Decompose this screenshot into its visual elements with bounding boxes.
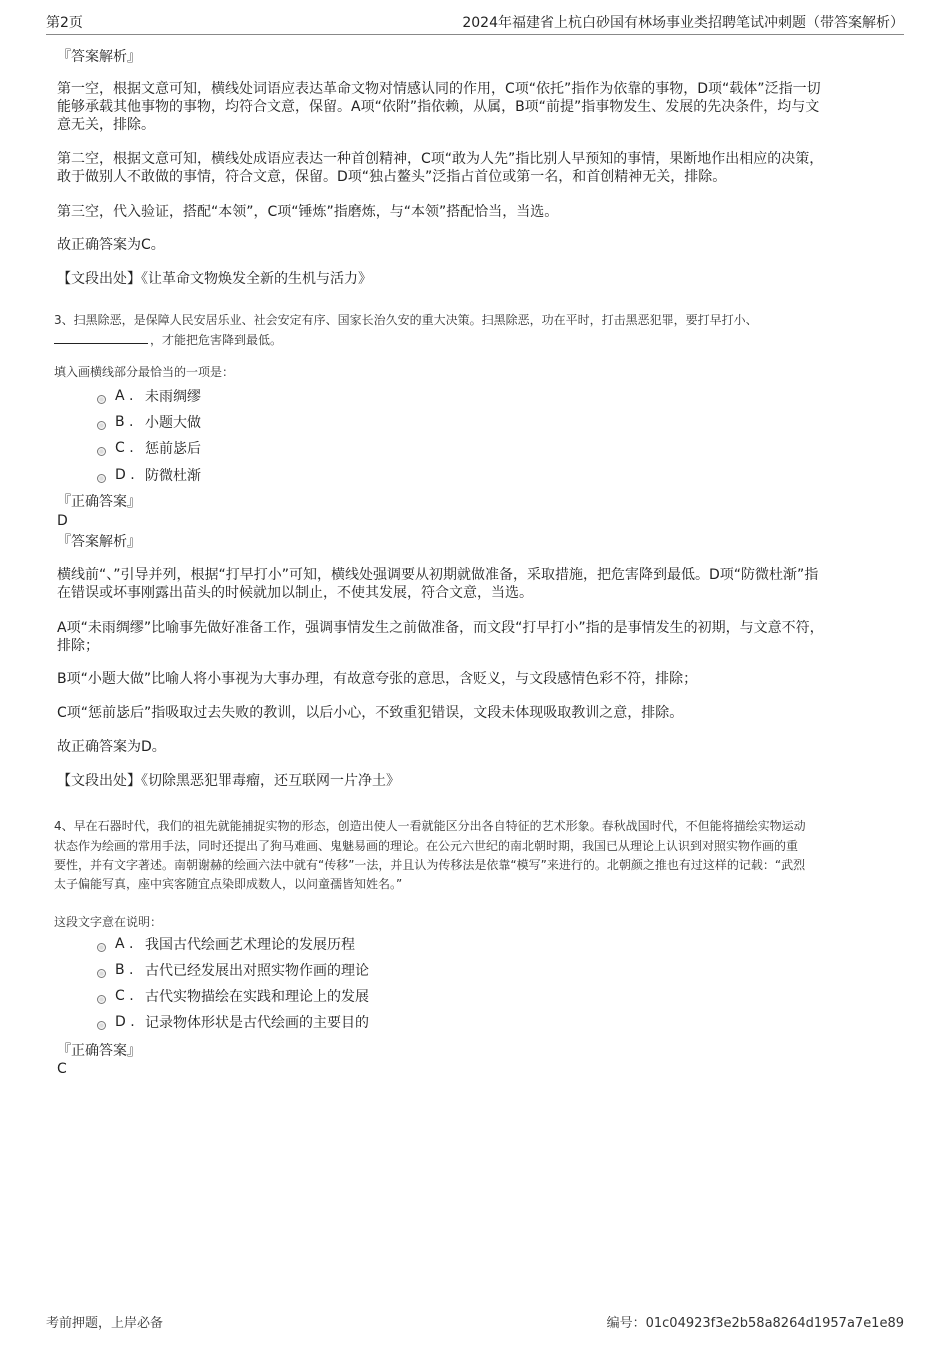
page-footer (46, 1312, 904, 1331)
analysis-text: 敢于做别人不敢做的事情，符合文意，保留。D项“独占鳌头”泛指占首位或第一名，和首创精神无关，排除。 (57, 169, 727, 185)
radio-icon[interactable] (97, 1021, 106, 1030)
document-title: 2024年福建省上杭白砂国有林场事业类招聘笔试冲刺题（带答案解析） (462, 15, 904, 31)
answer-label: 『正确答案』 (57, 1043, 141, 1059)
option-c[interactable]: C . 古代实物描绘在实践和理论上的发展 (97, 986, 369, 1006)
option-d[interactable]: D . 防微杜渐 (97, 465, 201, 485)
question-prompt: 填入画横线部分最恰当的一项是： (54, 365, 235, 379)
analysis-text: 第三空，代入验证，搭配“本领”，C项“锤炼”指磨炼，与“本领”搭配恰当，当选。 (57, 204, 559, 220)
source-citation: 【文段出处】《让革命文物焕发全新的生机与活力》 (57, 271, 372, 287)
footer-slogan: 考前押题，上岸必备 (46, 1316, 164, 1331)
question-stem: 状态作为绘画的常用手法，同时还提出了狗马难画、鬼魅易画的理论。在公元六世纪的南北朝时期，我国已从理论上认识到对照实物作画的重 (54, 839, 799, 853)
option-b[interactable]: B . 小题大做 (97, 412, 201, 432)
page-number: 第2页 (46, 15, 83, 31)
option-a[interactable]: A . 未雨绸缪 (97, 386, 201, 406)
option-a[interactable]: A . 我国古代绘画艺术理论的发展历程 (97, 934, 355, 954)
radio-icon[interactable] (97, 447, 106, 456)
source-citation: 【文段出处】《切除黑恶犯罪毒瘤，还互联网一片净土》 (57, 773, 400, 789)
analysis-text: 意无关，排除。 (57, 117, 155, 133)
correct-answer: D (57, 513, 68, 529)
analysis-conclusion: 故正确答案为D。 (57, 739, 166, 755)
question-prompt: 这段文字意在说明： (54, 915, 163, 929)
analysis-text: 排除； (57, 638, 99, 654)
analysis-text: A项“未雨绸缪”比喻事先做好准备工作，强调事情发生之前做准备，而文段“打早打小”指的是事情发生的初期，与文意不符， (57, 620, 824, 636)
analysis-text: 第二空，根据文意可知，横线处成语应表达一种首创精神，C项“敢为人先”指比别人早预知的事情，果断地作出相应的决策， (57, 151, 824, 167)
radio-icon[interactable] (97, 395, 106, 404)
analysis-text: B项“小题大做”比喻人将小事视为大事办理，有故意夸张的意思，含贬义，与文段感情色彩不符，排除； (57, 671, 698, 687)
question-stem: 3、扫黑除恶，是保障人民安居乐业、社会安定有序、国家长治久安的重大决策。扫黑除恶，功在平时，打击黑恶犯罪，要打早打小、 (54, 313, 758, 327)
page-header (46, 14, 904, 35)
question-stem: 太子偏能写真，座中宾客随宜点染即成数人，以问童孺皆知姓名。” (54, 877, 403, 891)
analysis-text: 第一空，根据文意可知，横线处词语应表达革命文物对情感认同的作用，C项“依托”指作为依靠的事物，D项“载体”泛指一切 (57, 81, 821, 97)
question-stem: 4、早在石器时代，我们的祖先就能捕捉实物的形态，创造出使人一看就能区分出各自特征的艺术形象。春秋战国时代，不但能将描绘实物运动 (54, 819, 806, 833)
document-id: 编号：01c04923f3e2b58a8264d1957a7e1e89 (606, 1316, 904, 1331)
analysis-label: 『答案解析』 (57, 49, 141, 65)
analysis-text: 横线前“、”引导并列，根据“打早打小”可知，横线处强调要从初期就做准备，采取措施，把危害降到最低。D项“防微杜渐”指 (57, 567, 819, 583)
analysis-label: 『答案解析』 (57, 534, 141, 550)
answer-label: 『正确答案』 (57, 494, 141, 510)
radio-icon[interactable] (97, 421, 106, 430)
radio-icon[interactable] (97, 474, 106, 483)
analysis-text: 在错误或坏事刚露出苗头的时候就加以制止，不使其发展，符合文意，当选。 (57, 585, 533, 601)
analysis-text: 能够承载其他事物的事物，均符合文意，保留。A项“依附”指依赖，从属，B项“前提”指事物发生、发展的先决条件，均与文 (57, 99, 820, 115)
question-stem: 要性，并有文字著述。南朝谢赫的绘画六法中就有“传移”一法，并且认为传移法是依靠“模写”来进行的。北朝颜之推也有过这样的记载：“武烈 (54, 858, 806, 872)
option-c[interactable]: C . 惩前毖后 (97, 438, 201, 458)
option-b[interactable]: B . 古代已经发展出对照实物作画的理论 (97, 960, 369, 980)
analysis-conclusion: 故正确答案为C。 (57, 237, 165, 253)
option-d[interactable]: D . 记录物体形状是古代绘画的主要目的 (97, 1012, 369, 1032)
analysis-text: C项“惩前毖后”指吸取过去失败的教训，以后小心，不致重犯错误，文段未体现吸取教训之意，排除。 (57, 705, 684, 721)
radio-icon[interactable] (97, 943, 106, 952)
answer-blank (54, 330, 148, 344)
question-stem: ，才能把危害降到最低。 (54, 330, 282, 350)
radio-icon[interactable] (97, 995, 106, 1004)
radio-icon[interactable] (97, 969, 106, 978)
correct-answer: C (57, 1061, 67, 1077)
